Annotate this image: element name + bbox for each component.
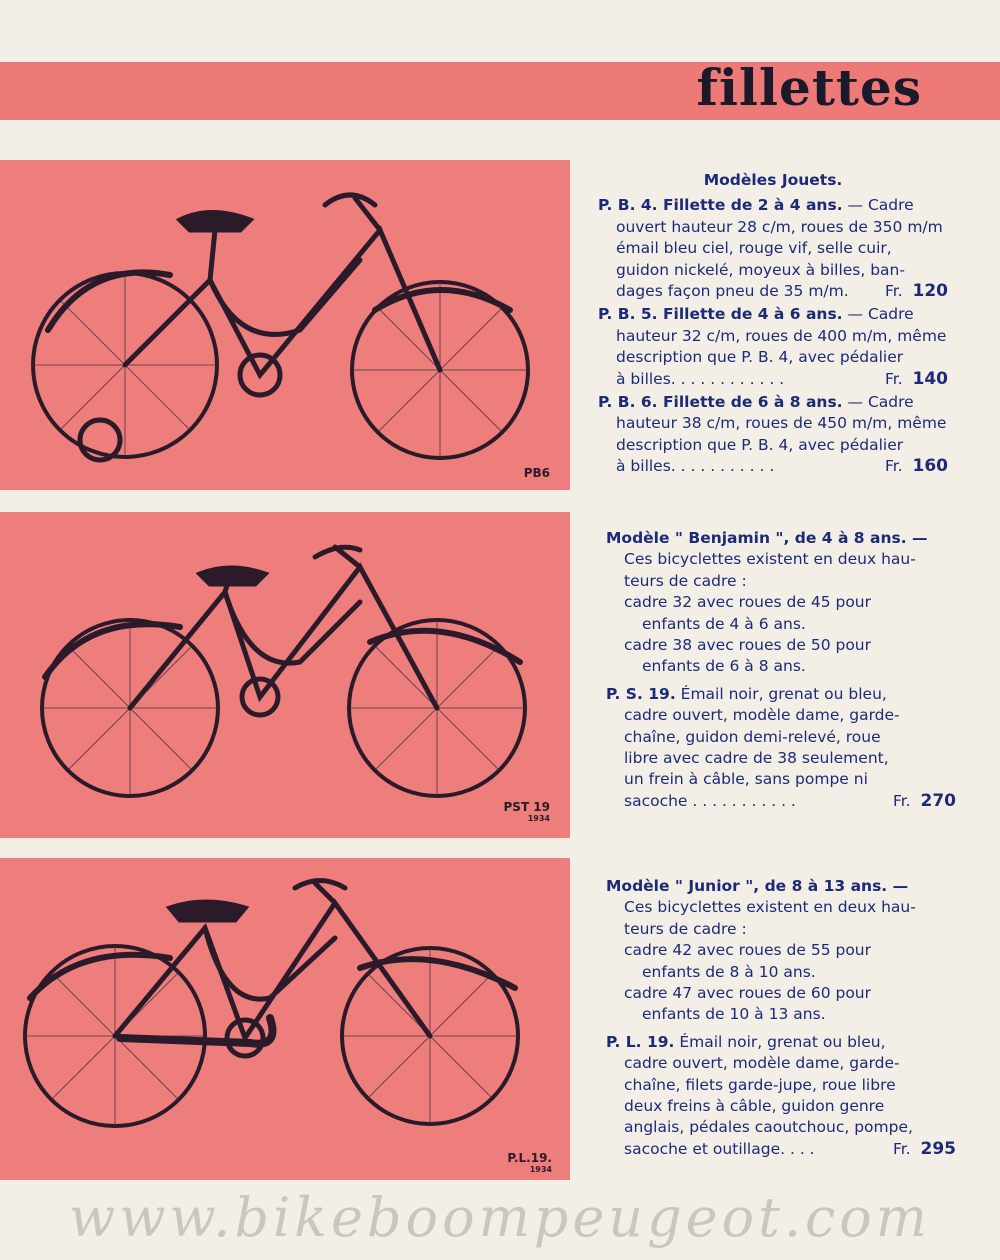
bicycle-photo-pst19 <box>0 512 570 838</box>
item-line: description que P. B. 4, avec pédalier <box>616 435 904 454</box>
item-line: émail bleu ciel, rouge vif, selle cuir, <box>616 239 892 258</box>
price-line <box>598 281 948 302</box>
intro-line: teurs de cadre : <box>624 919 747 938</box>
price-prefix: Fr. <box>892 791 911 810</box>
price-line <box>606 1139 956 1160</box>
item-line: dages façon pneu de 35 m/m. <box>616 282 849 301</box>
model-head: P. S. 19. <box>606 684 676 703</box>
option-line: enfants de 10 à 13 ans. <box>642 1005 826 1024</box>
model-head: P. L. 19. <box>606 1032 675 1051</box>
section-head: Modèle " Benjamin ", de 4 à 8 ans. — <box>606 529 928 547</box>
item-line: — Cadre <box>847 393 914 412</box>
price-prefix: Fr. <box>884 282 903 301</box>
item-line: hauteur 32 c/m, roues de 400 m/m, même <box>616 326 947 345</box>
page-title: fillettes <box>696 58 922 117</box>
model-line: chaîne, filets garde-jupe, roue libre <box>624 1075 896 1094</box>
option-line: cadre 42 avec roues de 55 pour <box>624 941 872 960</box>
item-line: — Cadre <box>847 196 914 215</box>
item-line: guidon nickelé, moyeux à billes, ban- <box>616 260 905 279</box>
photo-label-text: P.L.19. <box>507 1151 552 1165</box>
bicycle-pst19-illustration <box>0 512 570 838</box>
photo-label <box>504 802 551 824</box>
watermark: www.bikeboompeugeot.com <box>69 1186 931 1249</box>
item-head: P. B. 5. Fillette de 4 à 6 ans. <box>598 305 843 324</box>
option-line: cadre 32 avec roues de 45 pour <box>624 593 872 612</box>
price-prefix: Fr. <box>892 1139 911 1158</box>
item-pb5 <box>598 304 948 390</box>
item-line: description que P. B. 4, avec pédalier <box>616 348 904 367</box>
model-line: sacoche . . . . . . . . . . . <box>624 791 796 810</box>
intro-line: Ces bicyclettes existent en deux hau- <box>624 550 916 569</box>
price-value: 160 <box>912 456 948 477</box>
model-line: libre avec cadre de 38 seulement, <box>624 749 889 768</box>
section-benjamin <box>606 528 956 812</box>
option-line: enfants de 6 à 8 ans. <box>642 657 806 676</box>
option-line: enfants de 8 à 10 ans. <box>642 962 816 981</box>
option-line: cadre 47 avec roues de 60 pour <box>624 984 872 1003</box>
intro-line: Ces bicyclettes existent en deux hau- <box>624 898 916 917</box>
model-line: deux freins à câble, guidon genre <box>624 1097 885 1116</box>
section-junior <box>606 876 956 1160</box>
photo-label-year: 1934 <box>529 1165 552 1174</box>
section-modeles-jouets <box>598 170 948 478</box>
item-line: à billes. . . . . . . . . . . <box>616 457 775 476</box>
section-head: Modèle " Junior ", de 8 à 13 ans. — <box>606 877 909 895</box>
price-line <box>598 369 948 390</box>
price-prefix: Fr. <box>884 369 903 388</box>
item-pb6 <box>598 392 948 478</box>
model-line: cadre ouvert, modèle dame, garde- <box>624 1054 900 1073</box>
intro-line: teurs de cadre : <box>624 571 747 590</box>
price-value: 120 <box>912 281 948 302</box>
item-line: ouvert hauteur 28 c/m, roues de 350 m/m <box>616 217 943 236</box>
section-title: Modèles Jouets. <box>703 171 843 189</box>
item-line: hauteur 38 c/m, roues de 450 m/m, même <box>616 414 947 433</box>
model-line: Émail noir, grenat ou bleu, <box>680 684 887 703</box>
model-line: Émail noir, grenat ou bleu, <box>679 1032 886 1051</box>
item-head: P. B. 6. Fillette de 6 à 8 ans. <box>598 393 843 412</box>
item-pb4 <box>598 195 948 302</box>
bicycle-photo-pb6 <box>0 160 570 490</box>
photo-label-year: 1934 <box>527 814 550 823</box>
photo-label-text: PB6 <box>523 466 550 480</box>
photo-label <box>507 1153 552 1175</box>
item-line: — Cadre <box>847 305 914 324</box>
bicycle-photo-pl19 <box>0 858 570 1180</box>
model-line: anglais, pédales caoutchouc, pompe, <box>624 1118 913 1137</box>
option-line: enfants de 4 à 6 ans. <box>642 614 806 633</box>
price-line <box>598 456 948 477</box>
model-line: un frein à câble, sans pompe ni <box>624 770 868 789</box>
model-line: cadre ouvert, modèle dame, garde- <box>624 706 900 725</box>
option-line: cadre 38 avec roues de 50 pour <box>624 636 872 655</box>
price-value: 140 <box>912 368 948 389</box>
item-line: à billes. . . . . . . . . . . . <box>616 369 785 388</box>
model-line: chaîne, guidon demi-relevé, roue <box>624 727 881 746</box>
price-value: 270 <box>920 790 956 811</box>
price-prefix: Fr. <box>884 457 903 476</box>
photo-label <box>524 468 550 479</box>
bicycle-pb6-illustration <box>0 160 570 490</box>
model-line: sacoche et outillage. . . . <box>624 1139 815 1158</box>
item-head: P. B. 4. Fillette de 2 à 4 ans. <box>598 196 843 215</box>
price-line <box>606 791 956 812</box>
bicycle-pl19-illustration <box>0 858 570 1180</box>
photo-label-text: PST 19 <box>503 800 550 814</box>
price-value: 295 <box>920 1138 956 1159</box>
